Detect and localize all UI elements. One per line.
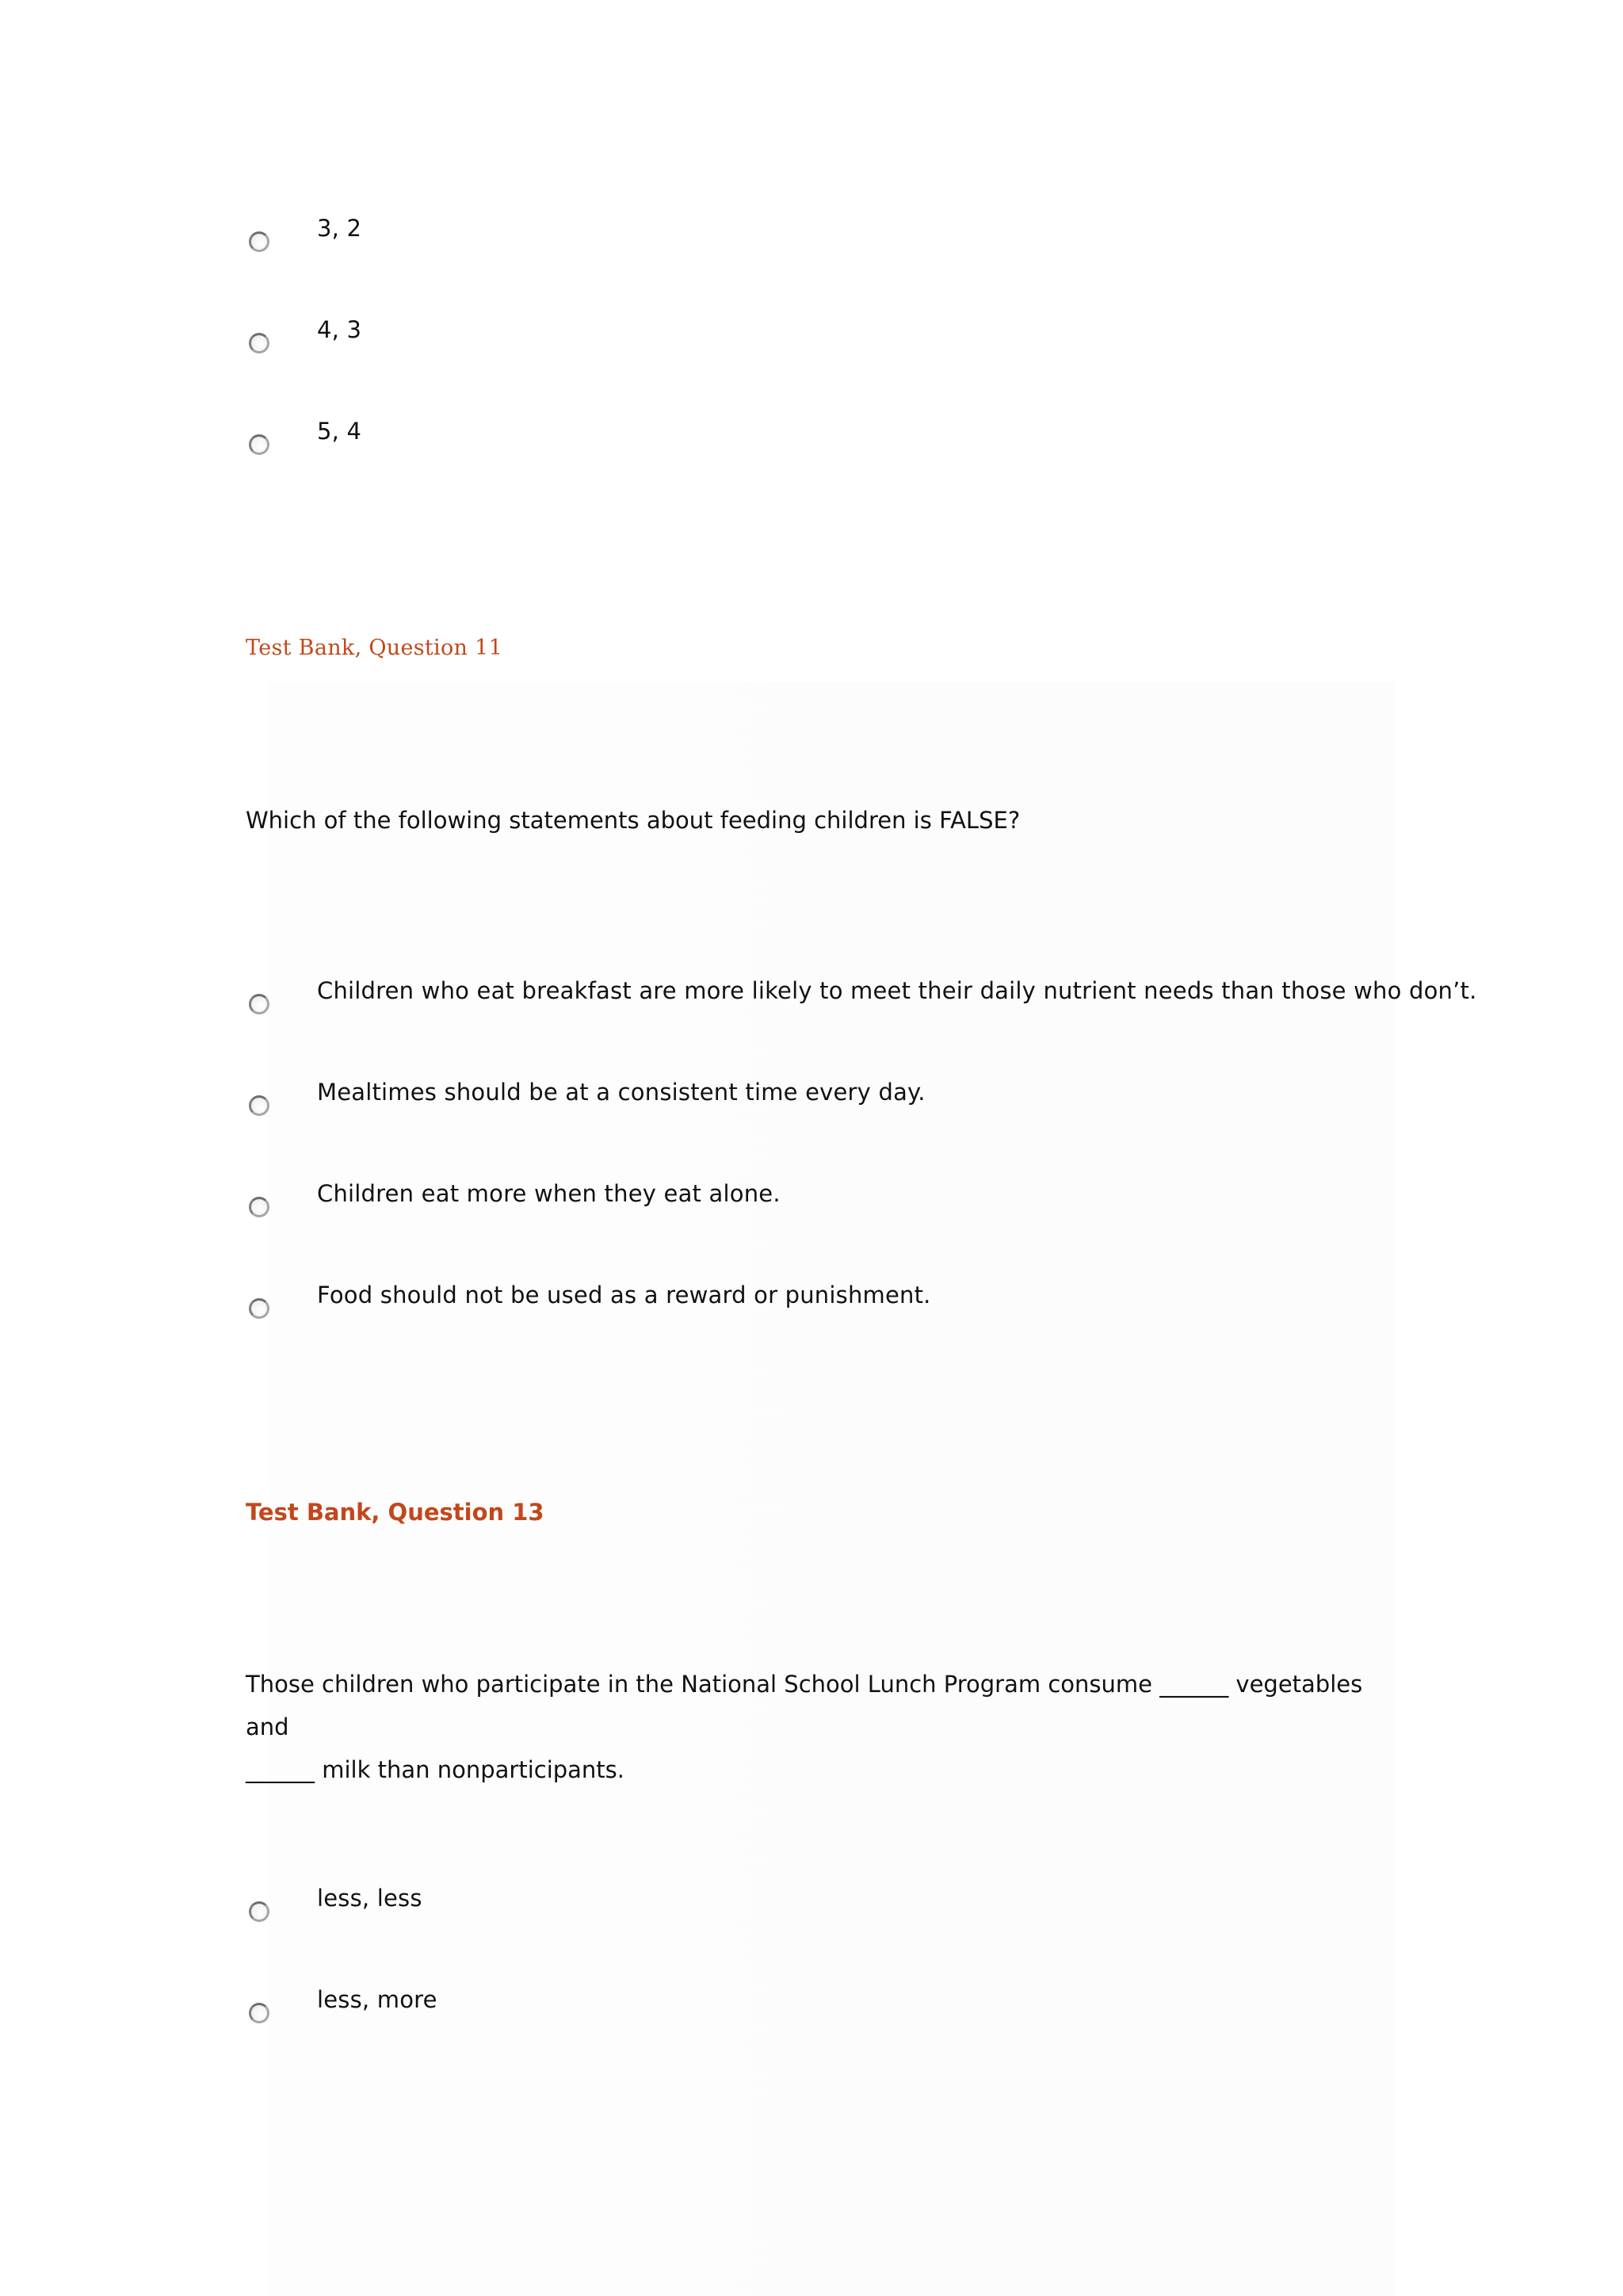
- radio-button[interactable]: [249, 994, 269, 1014]
- content-background: [268, 682, 1393, 2296]
- question-prompt-line: Those children who participate in the National School Lunch Program consume ______ vegetables and: [246, 1671, 1363, 1740]
- answer-option-label: 4, 3: [317, 316, 362, 343]
- answer-option-label: Children eat more when they eat alone.: [317, 1180, 781, 1207]
- answer-option-label: 5, 4: [317, 418, 362, 445]
- answer-option[interactable]: [246, 1078, 1434, 1125]
- radio-button[interactable]: [249, 2003, 269, 2023]
- answer-option[interactable]: [246, 315, 1434, 363]
- answer-option-label: Children who eat breakfast are more likely to meet their daily nutrient needs than those who don’t.: [317, 977, 1477, 1004]
- answer-option-label: Mealtimes should be at a consistent time every day.: [317, 1079, 926, 1106]
- radio-button[interactable]: [249, 231, 269, 252]
- answer-option[interactable]: [246, 1179, 1434, 1227]
- radio-button[interactable]: [249, 1197, 269, 1217]
- radio-button[interactable]: [249, 434, 269, 455]
- radio-button[interactable]: [249, 1901, 269, 1922]
- radio-button[interactable]: [249, 1095, 269, 1116]
- question-heading: Test Bank, Question 13: [246, 1499, 544, 1526]
- answer-option[interactable]: [246, 976, 1477, 1024]
- answer-option[interactable]: [246, 1281, 1434, 1328]
- radio-button[interactable]: [249, 1298, 269, 1319]
- question-prompt: [246, 1663, 1387, 1791]
- answer-option[interactable]: [246, 214, 1434, 262]
- radio-button[interactable]: [249, 333, 269, 353]
- answer-option[interactable]: [246, 417, 1434, 464]
- question-prompt: Which of the following statements about feeding children is FALSE?: [246, 807, 1021, 834]
- answer-option-label: less, more: [317, 1986, 437, 2013]
- answer-option-label: less, less: [317, 1885, 422, 1912]
- question-heading: Test Bank, Question 11: [246, 636, 503, 660]
- question-prompt-line: ______ milk than nonparticipants.: [246, 1756, 625, 1783]
- answer-option-label: Food should not be used as a reward or punishment.: [317, 1282, 931, 1308]
- answer-option-label: 3, 2: [317, 215, 362, 242]
- answer-option[interactable]: [246, 1985, 1434, 2033]
- answer-option[interactable]: [246, 1884, 1434, 1931]
